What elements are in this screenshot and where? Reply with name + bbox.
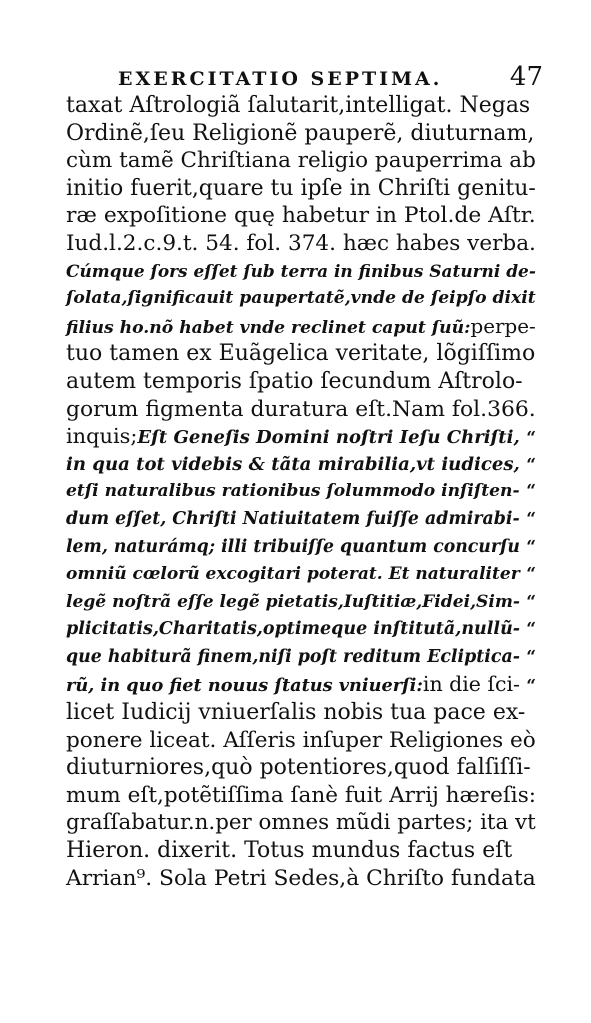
text-line — [66, 782, 536, 810]
margin-quote-mark: “ — [526, 619, 536, 640]
text-line — [66, 313, 536, 341]
text-line — [66, 589, 536, 617]
margin-quote-mark: “ — [526, 428, 536, 449]
text-line — [66, 175, 536, 203]
page-number: 47 — [509, 62, 543, 92]
margin-quote-mark: “ — [526, 454, 536, 475]
text-run: Iud.l.2.c.9.t. 54. fol. 374. hæc habes verba. — [66, 230, 536, 256]
text-line — [66, 368, 536, 396]
italic-quotation: omniũ cœlorũ excogitari poterat. Et naturaliter — [66, 564, 520, 585]
margin-quote-mark: “ — [526, 508, 536, 529]
text-line — [66, 92, 536, 120]
text-line — [66, 644, 536, 672]
text-run: Ordinẽ,ſeu Religionẽ pauperẽ, diuturnam, — [66, 120, 535, 146]
text-line — [66, 506, 536, 534]
text-line — [66, 451, 536, 479]
text-run: initio fuerit,quare tu ipſe in Chriſti genitu- — [66, 175, 536, 201]
margin-quote-mark: “ — [526, 481, 536, 502]
italic-quotation: in qua tot videbis & tãta mirabilia,vt iudices, — [66, 453, 520, 475]
italic-quotation: que habiturã finem,niſi poſt reditum Ecliptica- — [66, 646, 520, 667]
text-line — [66, 616, 536, 644]
text-run: tuo tamen ex Euãgelica veritate, lõgiſſimo — [66, 341, 536, 367]
text-line — [66, 340, 536, 368]
text-run: cùm tamẽ Chriſtiana religio pauperrima ab — [66, 148, 536, 174]
text-line — [66, 865, 536, 893]
italic-quotation: filius ho.nõ habet vnde reclinet caput ſuũ: — [66, 317, 471, 338]
text-run: licet Iudicij vniuerſalis nobis tua pace ex- — [66, 700, 526, 726]
body-text — [66, 92, 536, 892]
margin-quote-mark: “ — [526, 564, 536, 585]
margin-quote-mark: “ — [526, 646, 536, 667]
text-run: Arrian⁹. Sola Petri Sedes,à Chriſto fundata — [66, 865, 536, 891]
text-run: Hieron. dixerit. Totus mundus factus eſt — [66, 838, 513, 864]
text-line — [66, 837, 536, 865]
text-line — [66, 202, 536, 230]
margin-quote-mark: “ — [526, 536, 536, 557]
running-head-title: EXERCITATIO SEPTIMA. — [118, 68, 443, 90]
italic-quotation: legẽ noſtrã eſſe legẽ pietatis,Iuſtitiæ,Fidei,Sim- — [66, 591, 521, 612]
text-line — [66, 478, 536, 506]
text-line — [66, 699, 536, 727]
text-run: autem temporis ſpatio ſecundum Aſtrolo- — [66, 368, 523, 394]
italic-quotation: dum eſſet, Chriſti Natiuitatem fuiſſe admirabi- — [66, 508, 520, 529]
text-line — [66, 561, 536, 589]
text-run: diuturniores,quò potentiores,quod falſiſſi- — [66, 755, 531, 781]
text-line — [66, 671, 536, 699]
text-run: perpe- — [470, 314, 536, 338]
text-line — [66, 534, 536, 562]
text-line — [66, 396, 536, 424]
text-run: graſſabatur.n.per omnes mũdi partes; ita vt — [66, 810, 536, 836]
italic-quotation: Cúmque ſors eſſet ſub terra in finibus Saturni de- — [66, 260, 536, 281]
text-line — [66, 230, 536, 258]
text-line — [66, 285, 536, 313]
text-run: mum eſt,potẽtiſſima ſanè fuit Arrij hæreſis: — [66, 782, 537, 808]
italic-quotation: lem, naturámq; illi tribuiſſe quantum concurſu — [66, 536, 520, 557]
text-run: inquis; — [66, 424, 138, 449]
italic-quotation: plicitatis,Charitatis,optimeque inſtitutã,nullũ- — [66, 619, 521, 640]
margin-quote-mark: “ — [526, 676, 536, 697]
text-run: ræ expoſitione quę habetur in Ptol.de Aſtr. — [66, 203, 536, 229]
text-line — [66, 147, 536, 175]
text-line — [66, 727, 536, 755]
margin-quote-mark: “ — [526, 591, 536, 612]
text-line — [66, 120, 536, 148]
italic-quotation: Eſt Geneſis Domini noſtri Ieſu Chriſti, — [137, 427, 520, 449]
italic-quotation: ſolata,ſignificauit paupertatẽ,vnde de ſeipſo dixit — [66, 288, 536, 309]
text-line — [66, 809, 536, 837]
text-run: in die ſci- — [422, 672, 520, 697]
text-run: taxat Aſtrologiã ſalutarit,intelligat. Negas — [66, 93, 531, 118]
text-run: gorum figmenta duratura eſt.Nam fol.366. — [66, 396, 536, 422]
italic-quotation: etſi naturalibus rationibus ſolummodo inſiſten- — [66, 481, 520, 502]
italic-quotation: rũ, in quo fiet nouus ſtatus vniuerſi: — [66, 675, 423, 697]
text-line — [66, 258, 536, 286]
running-head — [118, 62, 543, 92]
text-line — [66, 754, 536, 782]
text-line — [66, 423, 536, 451]
text-run: ponere liceat. Aſſeris inſuper Religiones eò — [66, 727, 536, 753]
